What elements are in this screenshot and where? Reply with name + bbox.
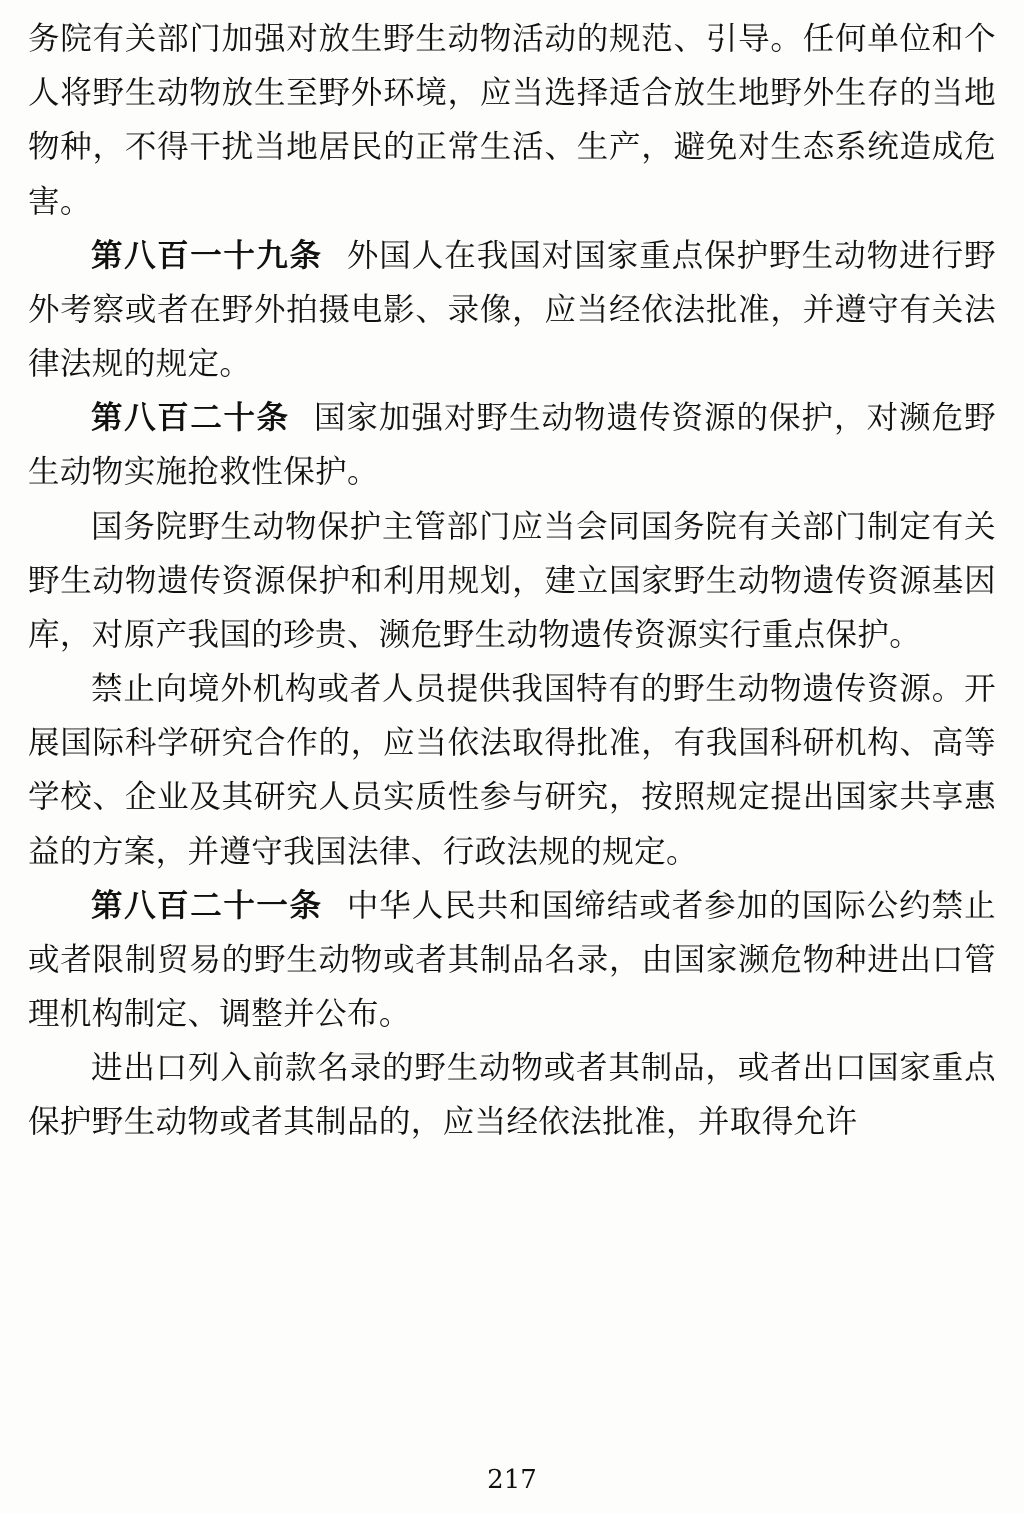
paragraph-article-821 bbox=[28, 879, 996, 1042]
paragraph-text: 进出口列入前款名录的野生动物或者其制品，或者出口国家重点保护野生动物或者其制品的，应当经依法批准，并取得允许 bbox=[28, 1050, 996, 1141]
page-body bbox=[28, 12, 996, 1150]
paragraph-article-820 bbox=[28, 391, 996, 499]
paragraph-text: 国家加强对野生动物遗传资源的保护，对濒危野生动物实施抢救性保护。 bbox=[28, 400, 996, 491]
paragraph-820-3 bbox=[28, 662, 996, 879]
paragraph-text: 国务院野生动物保护主管部门应当会同国务院有关部门制定有关野生动物遗传资源保护和利用规划，建立国家野生动物遗传资源基因库，对原产我国的珍贵、濒危野生动物遗传资源实行重点保护。 bbox=[28, 508, 996, 653]
paragraph-821-2 bbox=[28, 1041, 996, 1149]
paragraph-continued bbox=[28, 12, 996, 229]
paragraph-text: 禁止向境外机构或者人员提供我国特有的野生动物遗传资源。开展国际科学研究合作的，应当依法取得批准，有我国科研机构、高等学校、企业及其研究人员实质性参与研究，按照规定提出国家共享惠益的方案，并遵守我国法律、行政法规的规定。 bbox=[28, 671, 996, 870]
article-number-819: 第八百一十九条 bbox=[91, 236, 323, 274]
paragraph-text: 外国人在我国对国家重点保护野生动物进行野外考察或者在野外拍摄电影、录像，应当经依法批准，并遵守有关法律法规的规定。 bbox=[28, 237, 996, 383]
paragraph-text: 中华人民共和国缔结或者参加的国际公约禁止或者限制贸易的野生动物或者其制品名录，由国家濒危物种进出口管理机构制定、调整并公布。 bbox=[28, 887, 996, 1033]
article-number-820: 第八百二十条 bbox=[91, 399, 290, 437]
paragraph-text: 务院有关部门加强对放生野生动物活动的规范、引导。任何单位和个人将野生动物放生至野外环境，应当选择适合放生地野外生存的当地物种，不得干扰当地居民的正常生活、生产，避免对生态系统造成危害。 bbox=[28, 21, 996, 220]
paragraph-article-819 bbox=[28, 229, 996, 392]
paragraph-820-2 bbox=[28, 500, 996, 663]
page-number: 217 bbox=[487, 1465, 537, 1495]
article-number-821: 第八百二十一条 bbox=[91, 886, 323, 924]
